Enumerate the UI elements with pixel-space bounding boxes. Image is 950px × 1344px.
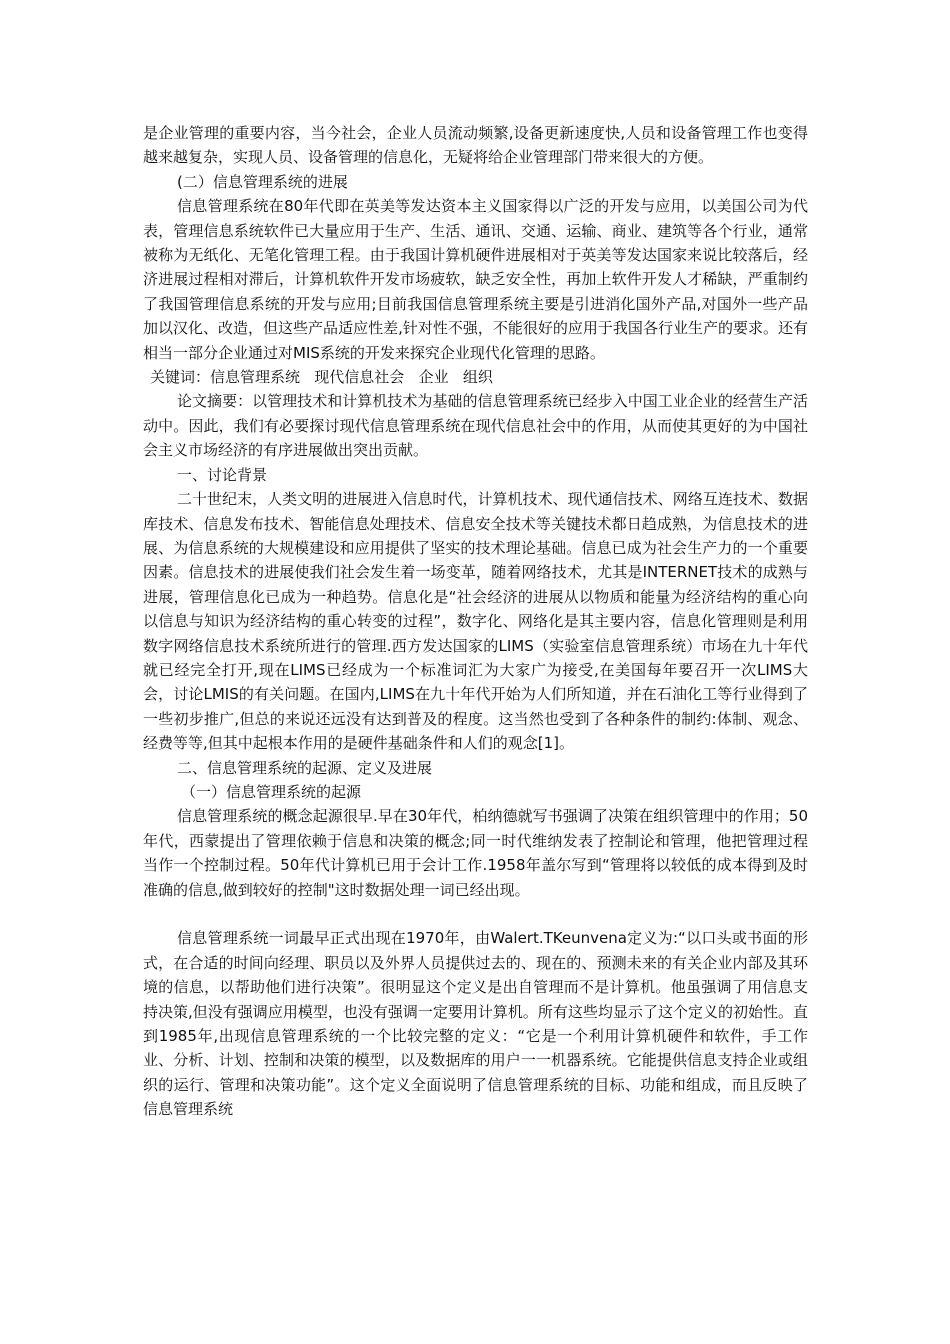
paragraph-origin: 信息管理系统的概念起源很早.早在30年代，柏纳德就写书强调了决策在组织管理中的作用；50年代，西蒙提出了管理依赖于信息和决策的概念;同一时代维纳发表了控制论和管理，他把管理过程当作一个控制过程。50年代计算机已用于会计工作.1958年盖尔写到“管理将以较低的成本得到及时准确的信息,做到较好的控制"这时数据处理一词已经出现。 xyxy=(143,807,808,899)
paragraph-background: 二十世纪末，人类文明的进展进入信息时代，计算机技术、现代通信技术、网络互连技术、数据库技术、信息发布技术、智能信息处理技术、信息安全技术等关键技术都日趋成熟，为信息技术的进展、为信息系统的大规模建设和应用提供了坚实的技术理论基础。信息已成为社会生产力的一个重要因素。信息技术的进展使我们社会发生着一场变革，随着网络技术，尤其是INTERNET技术的成熟与进展，管理信息化已成为一种趋势。信息化是“社会经济的进展从以物质和能量为经济结构的重心向以信息与知识为经济结构的重心转变的过程”，数字化、网络化是其主要内容，信息化管理则是利用数字网络信息技术系统所进行的管理.西方发达国家的LIMS（实验室信息管理系统）市场在九十年代就已经完全打开,现在LIMS已经成为一个标准词汇为大家广为接受,在美国每年要召开一次LIMS大会，讨论LMIS的有关问题。在国内,LIMS在九十年代开始为人们所知道，并在石油化工等行业得到了一些初步推广,但总的来说还远没有达到普及的程度。这当然也受到了各种条件的制约:体制、观念、经费等等,但其中起根本作用的是硬件基础条件和人们的观念[1]。 xyxy=(143,490,808,753)
paragraph-definition: 信息管理系统一词最早正式出现在1970年，由Walert.TKeunvena定义为:“以口头或书面的形式，在合适的时间向经理、职员以及外界人员提供过去的、现在的、预测未来的有关企业内部及其环境的信息，以帮助他们进行决策”。很明显这个定义是出自管理而不是计算机。他虽强调了用信息支持决策,但没有强调应用模型，也没有强调一定要用计算机。所有这些均显示了这个定义的初始性。直到1985年,出现信息管理系统的一个比较完整的定义：“它是一个利用计算机硬件和软件，手工作业、分析、计划、控制和决策的模型，以及数据库的用户一一机器系统。它能提供信息支持企业或组织的运行、管理和决策功能”。这个定义全面说明了信息管理系统的目标、功能和组成，而且反映了信息管理系统 xyxy=(143,929,808,1119)
subsection-heading-origin: （一）信息管理系统的起源 xyxy=(181,782,362,801)
paragraph-abstract: 论文摘要：以管理技术和计算机技术为基础的信息管理系统已经步入中国工业企业的经营生产活动中。因此，我们有必要探讨现代信息管理系统在现代信息社会中的作用，从而使其更好的为中国社会主义市场经济的有序进展做出突出贡献。 xyxy=(143,392,808,460)
section-heading-background: 一、讨论背景 xyxy=(177,465,268,484)
paragraph-intro-continuation: 是企业管理的重要内容，当今社会，企业人员流动频繁,设备更新速度快,人员和设备管理工作也变得越来越复杂，实现人员、设备管理的信息化，无疑将给企业管理部门带来很大的方便。 xyxy=(143,124,808,167)
document-page xyxy=(143,121,808,1122)
section-heading-development: (二）信息管理系统的进展 xyxy=(177,172,348,191)
keywords-line: 关键词：信息管理系统 现代信息社会 企业 组织 xyxy=(150,368,493,387)
section-heading-origin-definition: 二、信息管理系统的起源、定义及进展 xyxy=(177,758,433,777)
paragraph-spacer xyxy=(143,902,808,926)
paragraph-development: 信息管理系统在80年代即在英美等发达资本主义国家得以广泛的开发与应用，以美国公司为代表，管理信息系统软件已大量应用于生产、生活、通讯、交通、运输、商业、建筑等各个行业，通常被称为无纸化、无笔化管理工程。由于我国计算机硬件进展相对于英美等发达国家来说比较落后，经济进展过程相对滞后，计算机软件开发市场疲软，缺乏安全性，再加上软件开发人才稀缺，严重制约了我国管理信息系统的开发与应用;目前我国信息管理系统主要是引进消化国外产品,对国外一些产品加以汉化、改造，但这些产品适应性差,针对性不强，不能很好的应用于我国各行业生产的要求。还有相当一部分企业通过对MIS系统的开发来探究企业现代化管理的思路。 xyxy=(143,197,808,362)
